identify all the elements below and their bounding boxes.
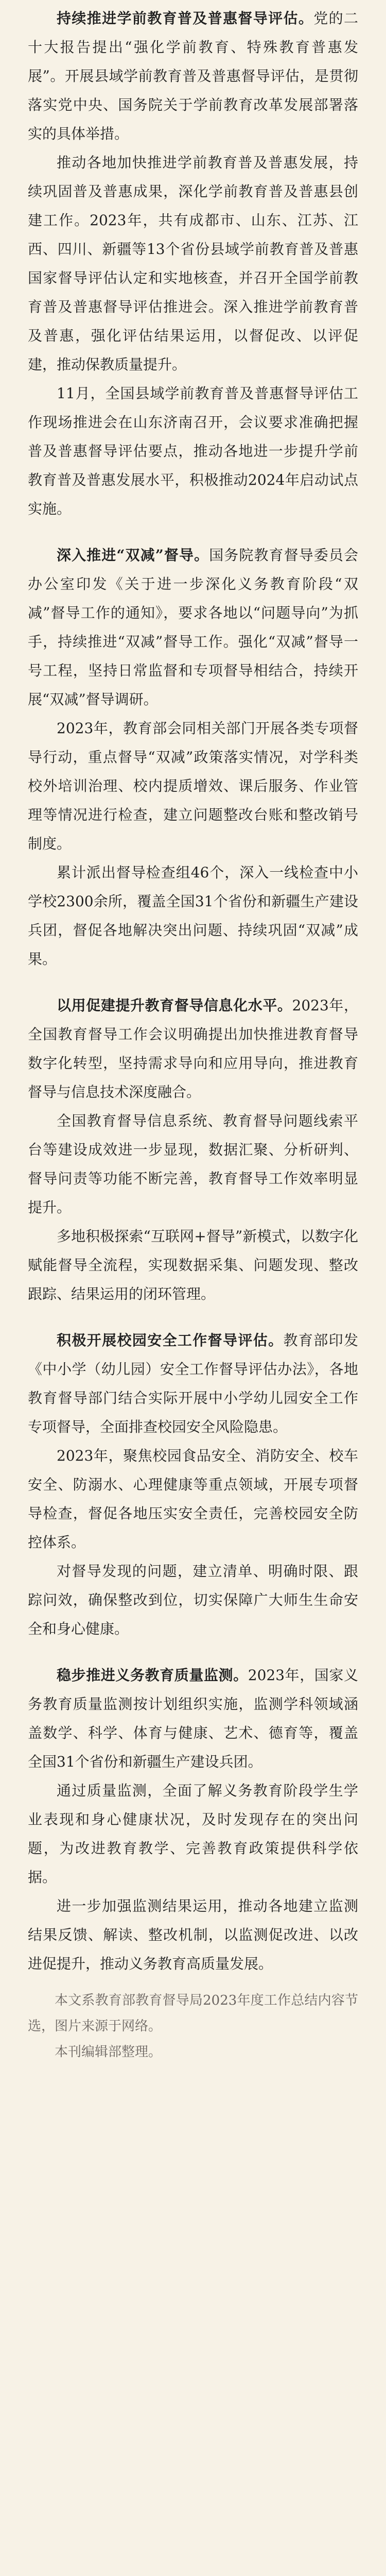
section-preschool xyxy=(28,4,358,523)
section-paragraph: 稳步推进义务教育质量监测。2023年，国家义务教育质量监测按计划组织实施，监测学科领域涵盖数学、科学、体育与健康、艺术、德育等，覆盖全国31个省份和新疆生产建设兵团。 xyxy=(28,1667,358,1770)
section-paragraph: 深入推进“双减”督导。国务院教育督导委员会办公室印发《关于进一步深化义务教育阶段“双减”督导工作的通知》，要求各地以“问题导向”为抓手，持续推进“双减”督导工作。强化“双减”督导一号工程，坚持日常监督和专项督导相结合，持续开展“双减”督导调研。 xyxy=(28,547,358,708)
section-paragraph: 推动各地加快推进学前教育普及普惠发展，持续巩固普及普惠成果，深化学前教育普及普惠县创建工作。2023年，共有成都市、山东、江苏、江西、四川、新疆等13个省份县域学前教育普及普惠国家督导评估认定和实地核查，并召开全国学前教育普及普惠督导评估推进会。深入推进学前教育普及普惠，强化评估结果运用，以督促改、以评促建，推动保教质量提升。 xyxy=(28,154,358,373)
section-paragraph: 全国教育督导信息系统、教育督导问题线索平台等建设成效进一步显现，数据汇聚、分析研判、督导问责等功能不断完善，教育督导工作效率明显提升。 xyxy=(28,1112,358,1216)
article-notes xyxy=(28,1988,358,2065)
section-paragraph: 进一步加强监测结果运用，推动各地建立监测结果反馈、解读、整改机制，以监测促改进、以改进促提升，推动义务教育高质量发展。 xyxy=(28,1897,358,1972)
section-heading: 积极开展校园安全工作督导评估。 xyxy=(57,1332,284,1349)
section-paragraph: 2023年，教育部会同相关部门开展各类专项督导行动，重点督导“双减”政策落实情况，对学科类校外培训治理、校内提质增效、课后服务、作业管理等情况进行检查，建立问题整改台账和整改销号制度。 xyxy=(28,720,358,852)
section-heading: 稳步推进义务教育质量监测。 xyxy=(57,1667,248,1684)
section-paragraph: 积极开展校园安全工作督导评估。教育部印发《中小学（幼儿园）安全工作督导评估办法》，各地教育督导部门结合实际开展中小学幼儿园安全工作专项督导，全面排查校园安全风险隐患。 xyxy=(28,1332,358,1435)
article-body xyxy=(28,0,358,2065)
section-double-reduction xyxy=(28,541,358,974)
section-heading: 以用促建提升教育督导信息化水平。 xyxy=(57,997,292,1014)
section-paragraph: 持续推进学前教育普及普惠督导评估。党的二十大报告提出“强化学前教育、特殊教育普惠发展”。开展县域学前教育普及普惠督导评估，是贯彻落实党中央、国务院关于学前教育改革发展部署落实的具体举措。 xyxy=(28,10,358,142)
note-text: 本刊编辑部整理。 xyxy=(55,2044,162,2060)
section-paragraph: 累计派出督导检查组46个，深入一线检查中小学校2300余所，覆盖全国31个省份和新疆生产建设兵团，督促各地解决突出问题、持续巩固“双减”成果。 xyxy=(28,864,358,968)
section-campus-safety xyxy=(28,1326,358,1643)
section-paragraph: 以用促建提升教育督导信息化水平。2023年，全国教育督导工作会议明确提出加快推进教育督导数字化转型，坚持需求导向和应用导向，推进教育督导与信息技术深度融合。 xyxy=(28,997,358,1100)
section-paragraph: 多地积极探索“互联网+督导”新模式，以数字化赋能督导全流程，实现数据采集、问题发现、整改跟踪、结果运用的闭环管理。 xyxy=(28,1228,358,1302)
section-paragraph: 对督导发现的问题，建立清单、明确时限、跟踪问效，确保整改到位，切实保障广大师生生命安全和身心健康。 xyxy=(28,1563,358,1637)
section-informatization xyxy=(28,991,358,1309)
section-heading: 深入推进“双减”督导。 xyxy=(57,547,209,564)
section-paragraph: 2023年，聚焦校园食品安全、消防安全、校车安全、防溺水、心理健康等重点领域，开展专项督导检查，督促各地压实安全责任，完善校园安全防控体系。 xyxy=(28,1447,358,1551)
section-heading: 持续推进学前教育普及普惠督导评估。 xyxy=(57,10,314,27)
section-quality-monitoring xyxy=(28,1661,358,1978)
section-paragraph: 11月，全国县域学前教育普及普惠督导评估工作现场推进会在山东济南召开，会议要求准确把握普及普惠督导评估要点，推动各地进一步提升学前教育普及普惠发展水平，积极推动2024年启动试点实施。 xyxy=(28,385,358,517)
note-text: 本文系教育部教育督导局2023年度工作总结内容节选，图片来源于网络。 xyxy=(28,1993,358,2034)
section-paragraph: 通过质量监测，全面了解义务教育阶段学生学业表现和身心健康状况，及时发现存在的突出问题，为改进教育教学、完善教育政策提供科学依据。 xyxy=(28,1782,358,1886)
